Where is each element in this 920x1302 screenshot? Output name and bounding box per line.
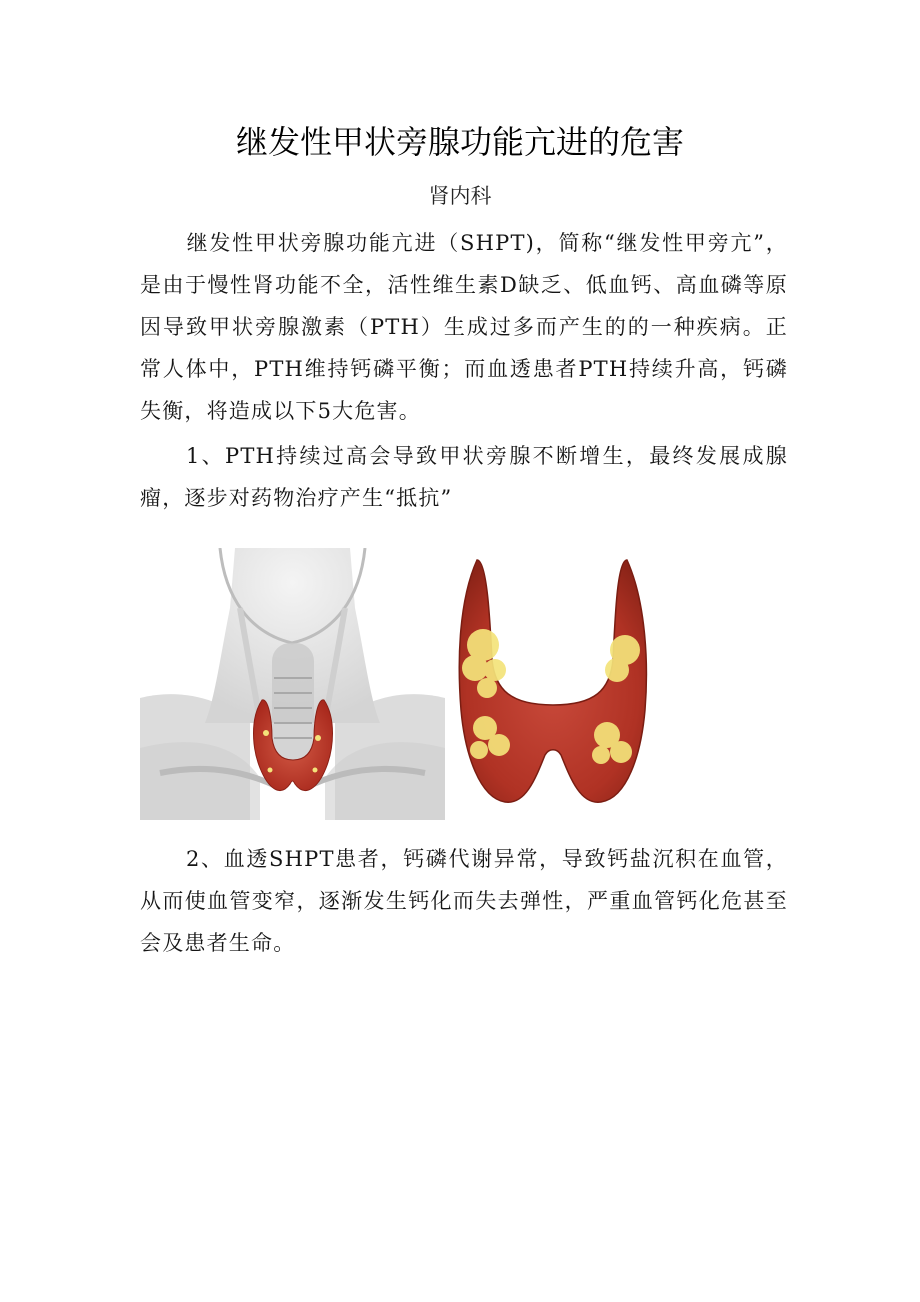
neck-thyroid-illustration bbox=[140, 548, 445, 820]
thyroid-closeup-svg bbox=[455, 540, 650, 812]
neck-thyroid-svg bbox=[140, 548, 445, 820]
document-title: 继发性甲状旁腺功能亢进的危害 bbox=[235, 123, 684, 161]
intro-paragraph bbox=[140, 222, 788, 432]
point-2-paragraph bbox=[140, 838, 788, 964]
thyroid-closeup-illustration bbox=[455, 540, 650, 812]
point-2-text: 2、血透SHPT患者，钙磷代谢异常，导致钙盐沉积在血管，从而使血管变窄，逐渐发生钙化而失去弹性，严重血管钙化危甚至会及患者生命。 bbox=[140, 847, 788, 955]
point-1-text: 1、PTH持续过高会导致甲状旁腺不断增生，最终发展成腺瘤，逐步对药物治疗产生“抵抗” bbox=[140, 444, 788, 510]
department-label: 肾内科 bbox=[428, 184, 492, 208]
point-1-paragraph bbox=[140, 435, 788, 519]
intro-text: 继发性甲状旁腺功能亢进（SHPT)，简称“继发性甲旁亢”，是由于慢性肾功能不全，活性维生素D缺乏、低血钙、高血磷等原因导致甲状旁腺激素（PTH）生成过多而产生的的一种疾病。正常人体中，PTH维持钙磷平衡；而血透患者PTH持续升高，钙磷失衡，将造成以下5大危害。 bbox=[140, 231, 788, 423]
